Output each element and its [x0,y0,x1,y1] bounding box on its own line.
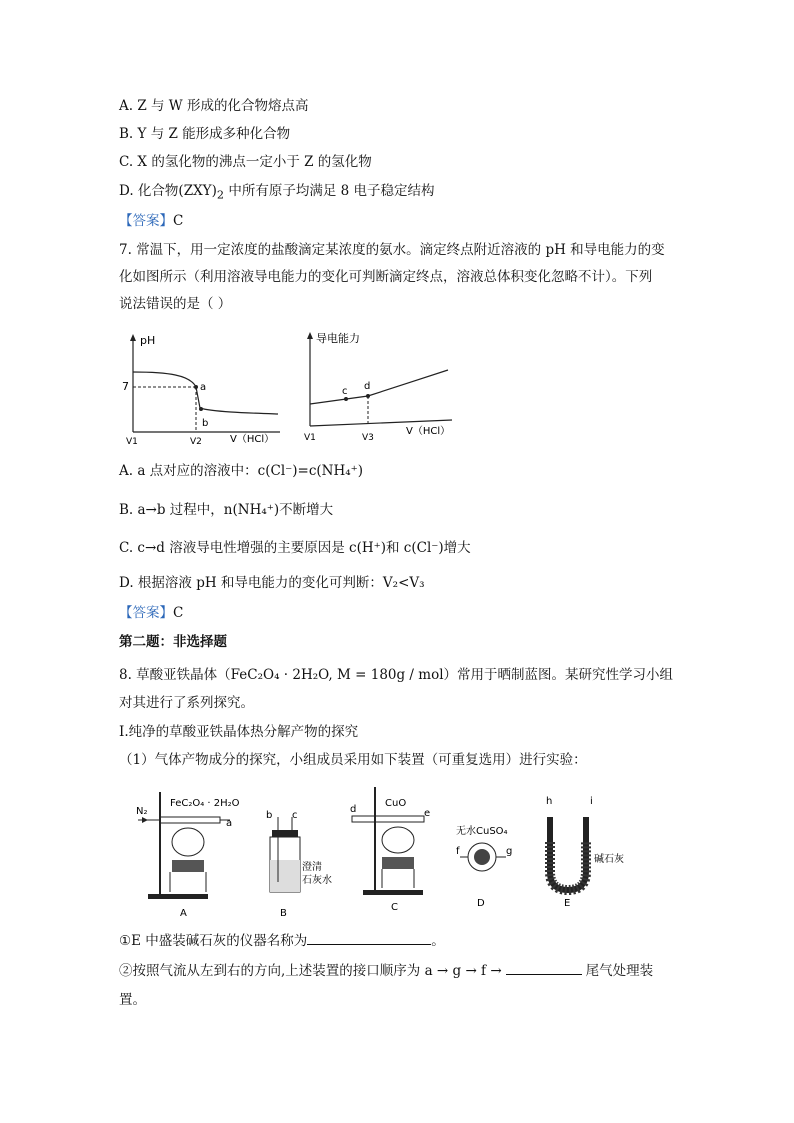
q8-stem-line1: 8. 草酸亚铁晶体（FeC₂O₄ · 2H₂O, M = 180g / mol）常用于晒制蓝图。某研究性学习小组 [119,667,674,683]
q8-sub2-line2: 置。 [119,992,146,1008]
cond-ylabel: 导电能力 [316,332,360,345]
svg-text:澄清: 澄清 [302,862,322,873]
cond-x1: V1 [304,433,316,443]
ph-graph [118,330,288,448]
q6-option-d-post: 中所有原子均满足 8 电子稳定结构 [224,183,435,199]
cond-point-d [366,394,370,398]
q8-sub2-text: ②按照气流从左到右的方向,上述装置的接口顺序为 a → g → f → [119,963,502,979]
svg-text:f: f [456,846,460,857]
q8-stem-line2: 对其进行了系列探究。 [119,695,254,711]
svg-text:E: E [564,898,571,909]
q8-part-i: I.纯净的草酸亚铁晶体热分解产物的探究 [119,724,359,740]
cond-label-d: d [364,381,371,392]
q7-option-b: B. a→b 过程中，n(NH₄⁺)不断增大 [119,502,334,518]
cond-xlabel: V（HCl） [406,426,451,437]
q7-option-d: D. 根据溶液 pH 和导电能力的变化可判断：V₂<V₃ [119,575,425,591]
svg-text:c: c [292,810,298,821]
q7-option-c: C. c→d 溶液导电性增强的主要原因是 c(H⁺)和 c(Cl⁻)增大 [119,540,471,556]
svg-text:g: g [506,846,513,857]
ph-x1: V1 [126,437,138,447]
ph-xlabel: V（HCl） [230,434,275,445]
ph-x2: V2 [190,437,202,447]
svg-text:B: B [280,908,287,919]
answer-blank-2[interactable] [506,960,582,975]
answer-value: C [173,605,184,621]
ph-y7: 7 [122,380,129,393]
q7-answer [119,603,183,623]
answer-blank-1[interactable] [307,930,431,945]
ph-label-b: b [202,418,209,429]
cond-x3: V3 [362,433,374,443]
cond-curve [310,370,448,404]
ph-label-a: a [200,382,207,393]
q8-sub1-text: ①E 中盛装碱石灰的仪器名称为 [119,933,308,949]
q6-option-d-sub: 2 [216,188,225,202]
svg-text:a: a [226,818,233,829]
cond-point-c [344,397,348,401]
cond-label-c: c [342,386,348,397]
ph-point-a [194,385,198,389]
q6-answer [119,211,183,231]
section-heading: 第二题：非选择题 [119,634,227,650]
q7-stem-line1: 7. 常温下，用一定浓度的盐酸滴定某浓度的氨水。滴定终点附近溶液的 pH 和导电能力的变 [119,242,665,258]
ph-point-b [199,407,203,411]
svg-text:石灰水: 石灰水 [302,875,332,886]
ph-curve [133,372,278,414]
svg-text:FeC₂O₄ · 2H₂O: FeC₂O₄ · 2H₂O [170,798,240,809]
ph-ylabel: pH [140,334,156,347]
apparatus-a [136,792,240,919]
q8-sub1-stem: （1）气体产物成分的探究，小组成员采用如下装置（可重复选用）进行实验： [119,752,587,768]
svg-text:D: D [477,898,485,909]
svg-text:C: C [391,902,398,913]
q6-option-b: B. Y 与 Z 能形成多种化合物 [119,126,291,142]
q7-stem-line3: 说法错误的是（ ） [119,296,232,312]
answer-tag: 【答案】 [119,605,173,621]
svg-text:N₂: N₂ [136,806,148,817]
q8-sub1-end: 。 [431,933,445,949]
apparatus-b [266,810,332,919]
conductivity-graph [300,326,460,446]
answer-value: C [173,213,184,229]
svg-text:b: b [266,810,273,821]
q6-option-d-pre: D. 化合物(ZXY) [119,183,217,199]
apparatus-e [546,796,624,909]
svg-text:CuO: CuO [385,798,407,809]
q6-option-a: A. Z 与 W 形成的化合物熔点高 [119,98,309,114]
q7-option-a: A. a 点对应的溶液中：c(Cl⁻)=c(NH₄⁺) [119,463,364,479]
q7-stem-line2: 化如图所示（利用溶液导电能力的变化可判断滴定终点，溶液总体积变化忽略不计）。下列 [119,269,653,285]
apparatus-figure [130,782,690,922]
q6-option-c: C. X 的氢化物的沸点一定小于 Z 的氢化物 [119,154,372,170]
svg-text:h: h [546,796,553,807]
apparatus-d [456,824,512,909]
svg-text:无水CuSO₄: 无水CuSO₄ [456,826,508,837]
q8-sub1 [119,930,445,951]
svg-text:i: i [590,796,593,807]
apparatus-c [350,787,430,913]
svg-text:碱石灰: 碱石灰 [594,854,624,865]
svg-text:e: e [424,808,431,819]
q6-option-d [119,181,435,206]
svg-text:d: d [350,804,357,815]
svg-text:A: A [180,908,187,919]
answer-tag: 【答案】 [119,213,173,229]
q8-sub2 [119,960,653,981]
q8-sub2-end: 尾气处理装 [585,963,654,979]
